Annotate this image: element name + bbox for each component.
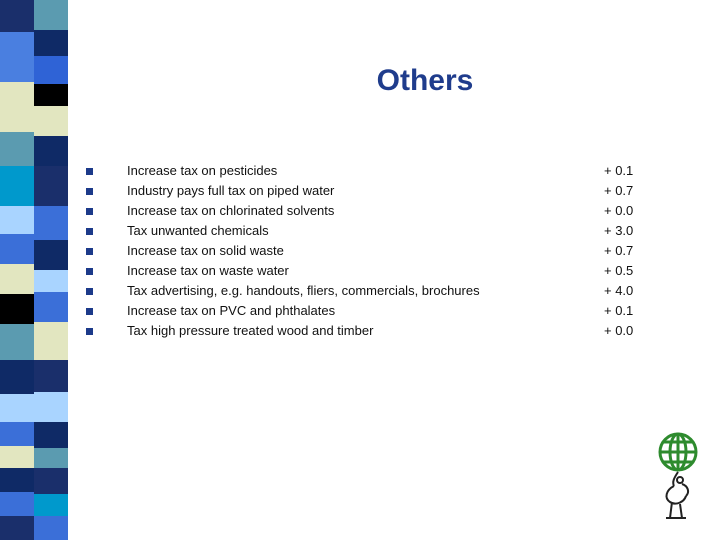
- stripe-block: [34, 0, 68, 30]
- list-item: [86, 301, 646, 321]
- square-bullet-icon: [86, 188, 93, 195]
- list-item: [86, 181, 646, 201]
- list-item: [86, 201, 646, 221]
- square-bullet-icon: [86, 168, 93, 175]
- slide-title: Others: [376, 64, 474, 97]
- stripe-block: [34, 392, 68, 422]
- list-item: [86, 281, 646, 301]
- item-text: Increase tax on chlorinated solvents: [127, 203, 335, 218]
- stripe-block: [0, 0, 34, 32]
- stripe-block: [34, 292, 68, 322]
- stripe-block: [0, 360, 34, 394]
- item-value: + 0.1: [604, 303, 634, 318]
- square-bullet-icon: [86, 308, 93, 315]
- stripe-block: [34, 494, 68, 516]
- square-bullet-icon: [86, 288, 93, 295]
- stripe-block: [0, 468, 34, 492]
- list-item: [86, 321, 646, 341]
- stripe-block: [0, 492, 34, 516]
- stripe-block: [34, 206, 68, 240]
- stripe-block: [34, 468, 68, 494]
- item-text: Tax advertising, e.g. handouts, fliers, commercials, brochures: [127, 283, 480, 298]
- item-text: Increase tax on waste water: [127, 263, 289, 278]
- stripe-block: [34, 136, 68, 166]
- globe-figure-logo-icon: [650, 428, 706, 524]
- stripe-block: [0, 294, 34, 324]
- item-value: + 0.7: [604, 243, 634, 258]
- item-value: + 0.7: [604, 183, 634, 198]
- square-bullet-icon: [86, 328, 93, 335]
- item-text: Increase tax on pesticides: [127, 163, 278, 178]
- list-item: [86, 221, 646, 241]
- stripe-block: [0, 82, 34, 132]
- stripe-block: [34, 322, 68, 360]
- list-item: [86, 241, 646, 261]
- item-value: + 0.0: [604, 323, 634, 338]
- square-bullet-icon: [86, 268, 93, 275]
- stripe-block: [34, 166, 68, 206]
- list-item: [86, 161, 646, 181]
- stripe-block: [34, 106, 68, 136]
- item-value: + 3.0: [604, 223, 634, 238]
- stripe-block: [0, 422, 34, 446]
- item-text: Industry pays full tax on piped water: [127, 183, 335, 198]
- stripe-block: [0, 234, 34, 264]
- item-text: Tax high pressure treated wood and timber: [127, 323, 374, 338]
- stripe-block: [0, 132, 34, 166]
- stripe-block: [34, 516, 68, 540]
- stripe-block: [0, 206, 34, 234]
- stripe-block: [0, 446, 34, 468]
- stripe-block: [34, 30, 68, 56]
- value-list: [604, 161, 633, 341]
- square-bullet-icon: [86, 228, 93, 235]
- stripe-block: [0, 166, 34, 206]
- stripe-block: [34, 240, 68, 270]
- stripe-block: [0, 394, 34, 422]
- stripe-block: [0, 516, 34, 540]
- stripe-block: [34, 360, 68, 392]
- item-value: + 4.0: [604, 283, 634, 298]
- item-text: Tax unwanted chemicals: [127, 223, 269, 238]
- stripe-block: [34, 270, 68, 292]
- item-value: + 0.1: [604, 163, 634, 178]
- decorative-stripe: [0, 0, 68, 540]
- stripe-block: [34, 84, 68, 106]
- stripe-block: [0, 324, 34, 360]
- square-bullet-icon: [86, 208, 93, 215]
- stripe-block: [0, 32, 34, 82]
- stripe-block: [0, 264, 34, 294]
- item-value: + 0.0: [604, 203, 634, 218]
- list-item: [86, 261, 646, 281]
- stripe-block: [34, 448, 68, 468]
- square-bullet-icon: [86, 248, 93, 255]
- stripe-block: [34, 56, 68, 84]
- item-value: + 0.5: [604, 263, 634, 278]
- item-text: Increase tax on PVC and phthalates: [127, 303, 336, 318]
- item-text: Increase tax on solid waste: [127, 243, 284, 258]
- stripe-block: [34, 422, 68, 448]
- bullet-list: [86, 161, 646, 341]
